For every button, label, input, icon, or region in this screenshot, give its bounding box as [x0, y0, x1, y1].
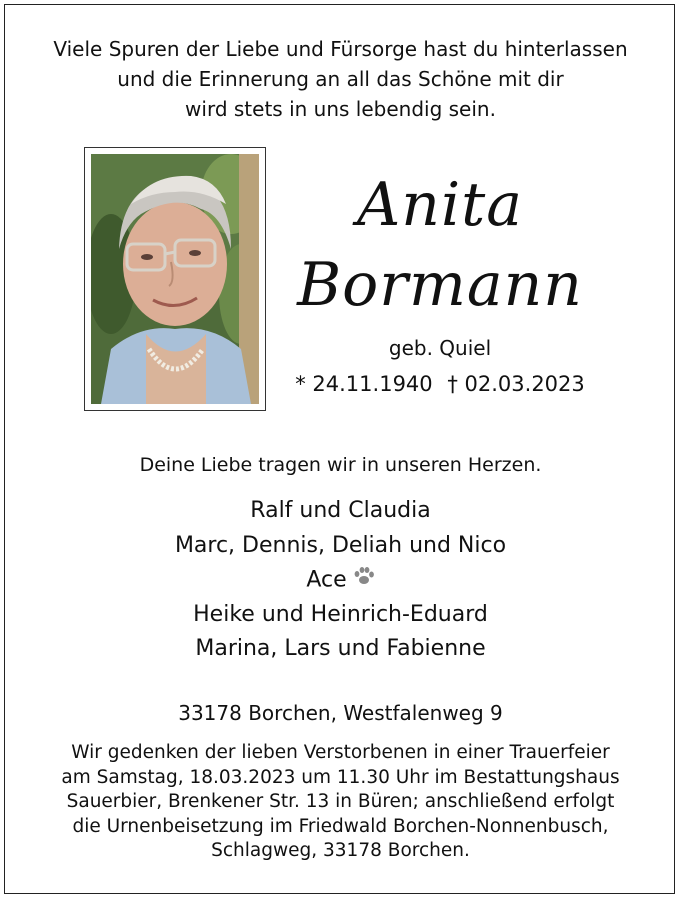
first-name: Anita	[356, 170, 524, 240]
service-info	[0, 741, 681, 864]
service-line: die Urnenbeisetzung im Friedwald Borchen-Nonnenbusch,	[72, 815, 609, 837]
paw-print-icon	[353, 563, 375, 598]
memorial-verse	[0, 34, 681, 124]
verse-line: Viele Spuren der Liebe und Fürsorge hast du hinterlassen	[53, 37, 628, 61]
birth-date: * 24.11.1940	[295, 372, 433, 396]
life-dates	[290, 372, 590, 396]
service-line: Wir gedenken der lieben Verstorbenen in einer Trauerfeier	[71, 742, 610, 763]
motto: Deine Liebe tragen wir in unseren Herzen.	[139, 454, 542, 476]
last-name: Bormann	[297, 250, 583, 320]
service-line: am Samstag, 18.03.2023 um 11.30 Uhr im Bestattungshaus	[61, 766, 620, 788]
family-address: 33178 Borchen, Westfalenweg 9	[178, 701, 503, 725]
mourner-line: Ralf und Claudia	[250, 498, 431, 523]
portrait-photo	[91, 154, 259, 404]
pet-name: Ace	[306, 567, 347, 593]
mourner-line: Marc, Dennis, Deliah und Nico	[174, 532, 507, 558]
service-line: Schlagweg, 33178 Borchen.	[211, 840, 470, 861]
death-date: † 02.03.2023	[447, 372, 585, 396]
verse-line: und die Erinnerung an all das Schöne mit dir	[117, 67, 564, 91]
portrait-frame	[84, 147, 266, 411]
service-line: Sauerbier, Brenkener Str. 13 in Büren; anschließend erfolgt	[66, 791, 615, 812]
mourners-list	[0, 494, 681, 667]
mourner-line	[0, 563, 681, 598]
verse-line: wird stets in uns lebendig sein.	[185, 97, 496, 121]
mourner-line: Heike und Heinrich-Eduard	[193, 601, 488, 627]
mourner-line: Marina, Lars und Fabienne	[195, 636, 486, 662]
maiden-name: geb. Quiel	[388, 336, 492, 360]
